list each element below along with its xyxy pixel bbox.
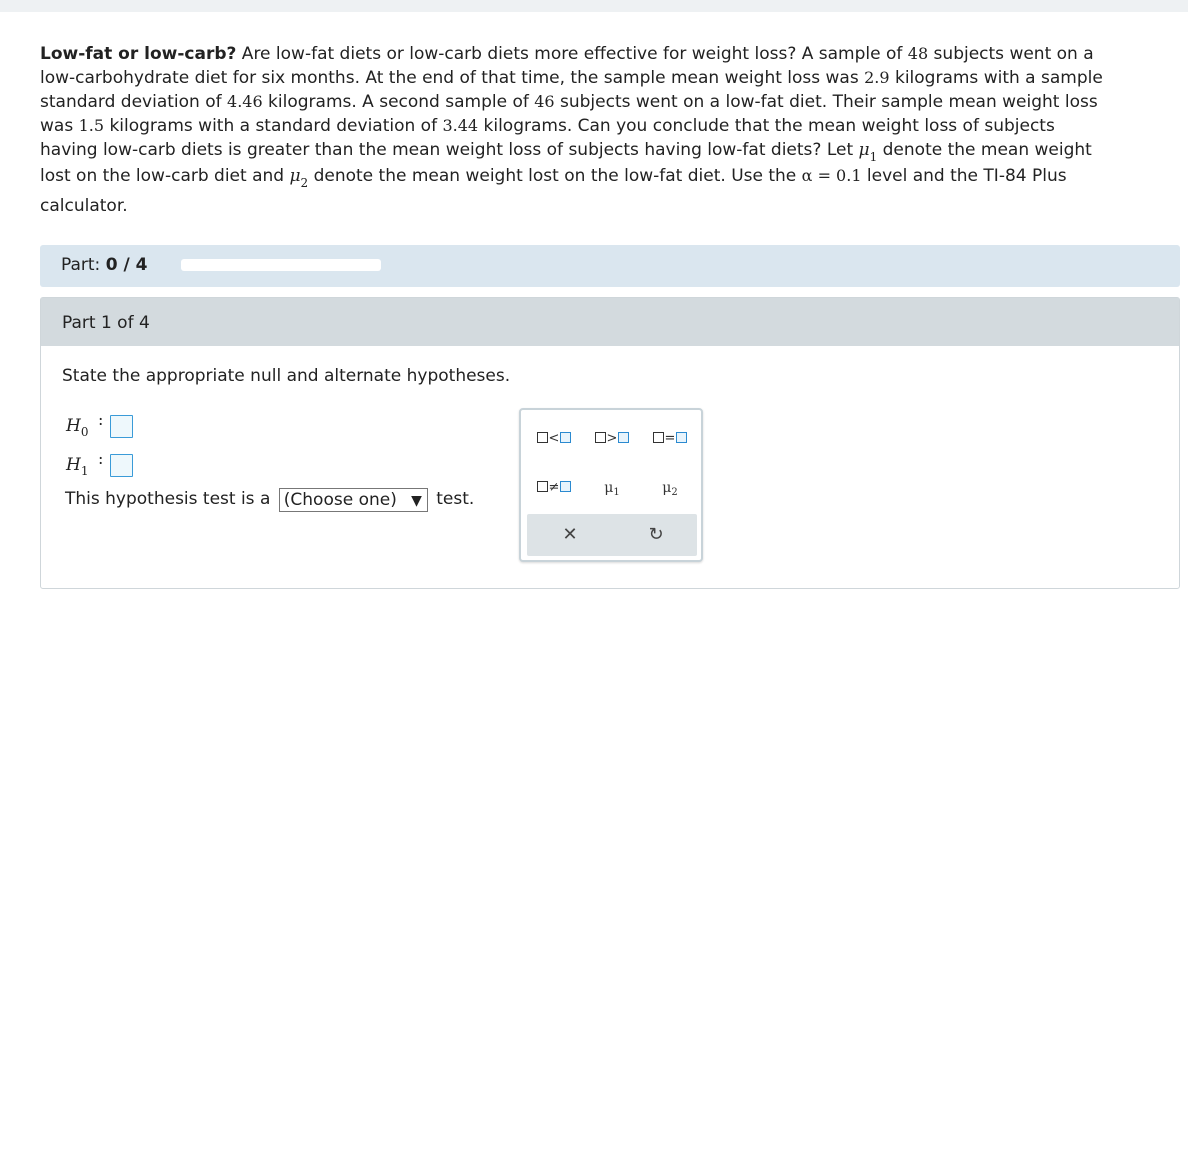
alternate-hypothesis-input[interactable] xyxy=(110,454,133,477)
problem-line-1 xyxy=(40,42,1176,66)
close-icon: ✕ xyxy=(562,524,578,545)
h0-symbol: H xyxy=(66,416,81,436)
not-equal-button[interactable] xyxy=(527,473,581,503)
alternate-hypothesis-row xyxy=(66,449,104,478)
greater-than-symbol: > xyxy=(606,431,618,446)
problem-text: Are low-fat diets or low-carb diets more effective for weight loss? A sample of xyxy=(236,44,908,64)
equals-button[interactable] xyxy=(643,424,697,454)
problem-text: was xyxy=(40,116,79,136)
mu2-button[interactable] xyxy=(643,473,697,503)
undo-button[interactable] xyxy=(636,520,676,550)
mu2-symbol: μ xyxy=(289,166,301,186)
mu2-subscript: 2 xyxy=(300,176,309,190)
sample-size-2: 46 xyxy=(534,92,555,111)
placeholder-square-icon xyxy=(560,481,571,492)
problem-text: kilograms with a standard deviation of xyxy=(104,116,443,136)
top-strip xyxy=(0,0,1188,12)
select-value: (Choose one) xyxy=(283,490,397,510)
problem-text: subjects went on a low-fat diet. Their sample mean weight loss xyxy=(554,92,1098,112)
problem-text: kilograms. A second sample of xyxy=(262,92,535,112)
h0-subscript: 0 xyxy=(80,425,89,439)
placeholder-square-icon xyxy=(560,432,571,443)
sample-mean-2: 1.5 xyxy=(78,116,105,135)
problem-line-2 xyxy=(40,66,1176,90)
placeholder-square-icon xyxy=(676,432,687,443)
part-instruction: State the appropriate null and alternate hypotheses. xyxy=(62,366,511,386)
not-equal-symbol: ≠ xyxy=(548,480,560,495)
progress-label-text: Part: xyxy=(61,255,106,275)
problem-text: low-carbohydrate diet for six months. At the end of that time, the sample mean weight loss was xyxy=(40,68,865,88)
palette-footer xyxy=(527,514,697,556)
problem-text: subjects went on a xyxy=(928,44,1094,64)
problem-text: kilograms. Can you conclude that the mean weight loss of subjects xyxy=(478,116,1055,136)
problem-text: standard deviation of xyxy=(40,92,228,112)
problem-line-5 xyxy=(40,138,1176,162)
problem-text: kilograms with a sample xyxy=(889,68,1103,88)
problem-text: denote the mean weight xyxy=(877,140,1092,160)
alpha-level: α = 0.1 xyxy=(801,166,862,185)
null-hypothesis-input[interactable] xyxy=(110,415,133,438)
dropdown-arrow-icon: ▼ xyxy=(411,493,422,509)
sample-size-1: 48 xyxy=(907,44,929,63)
h0-colon: : xyxy=(98,410,104,429)
placeholder-square-icon xyxy=(537,432,548,443)
mu-symbol: μ xyxy=(662,480,672,496)
mu-symbol: μ xyxy=(604,480,614,496)
problem-text: lost on the low-carb diet and xyxy=(40,166,290,186)
greater-than-button[interactable] xyxy=(585,424,639,454)
progress-bar xyxy=(40,245,1180,287)
problem-text: level and the TI-84 Plus xyxy=(861,166,1067,186)
sentence-text: This hypothesis test is a xyxy=(65,489,276,509)
null-hypothesis-row xyxy=(66,410,104,439)
problem-text: calculator. xyxy=(40,196,128,216)
placeholder-square-icon xyxy=(618,432,629,443)
less-than-symbol: < xyxy=(548,431,560,446)
clear-button[interactable] xyxy=(550,520,590,550)
equals-symbol: = xyxy=(664,431,676,446)
problem-statement xyxy=(40,42,1176,218)
mu1-button[interactable] xyxy=(585,473,639,503)
test-type-select[interactable] xyxy=(279,488,428,512)
problem-line-4 xyxy=(40,114,1176,138)
test-type-sentence xyxy=(65,487,474,511)
placeholder-square-icon xyxy=(537,481,548,492)
undo-icon: ↻ xyxy=(648,524,664,545)
problem-line-7 xyxy=(40,194,1176,218)
sample-sd-2: 3.44 xyxy=(442,116,479,135)
problem-title: Low-fat or low-carb? xyxy=(40,44,237,64)
less-than-button[interactable] xyxy=(527,424,581,454)
sample-mean-1: 2.9 xyxy=(864,68,890,87)
sample-sd-1: 4.46 xyxy=(227,92,263,111)
problem-line-3 xyxy=(40,90,1176,114)
placeholder-square-icon xyxy=(595,432,606,443)
progress-track xyxy=(181,259,381,271)
mu1-symbol: μ xyxy=(858,140,870,160)
mu-subscript: 2 xyxy=(671,487,678,498)
mu-subscript: 1 xyxy=(613,487,620,498)
math-palette xyxy=(519,408,703,562)
problem-text: denote the mean weight lost on the low-fat diet. Use the xyxy=(308,166,802,186)
progress-value: 0 / 4 xyxy=(105,255,148,275)
problem-line-6 xyxy=(40,162,1176,194)
h1-subscript: 1 xyxy=(80,464,89,478)
problem-text: having low-carb diets is greater than the mean weight loss of subjects having low-fat diets? Let xyxy=(40,140,859,160)
mu1-subscript: 1 xyxy=(869,150,878,164)
h1-colon: : xyxy=(98,449,104,468)
progress-label xyxy=(61,255,147,275)
sentence-text: test. xyxy=(430,489,475,509)
h1-symbol: H xyxy=(66,455,81,475)
placeholder-square-icon xyxy=(653,432,664,443)
part-header: Part 1 of 4 xyxy=(41,298,1179,346)
